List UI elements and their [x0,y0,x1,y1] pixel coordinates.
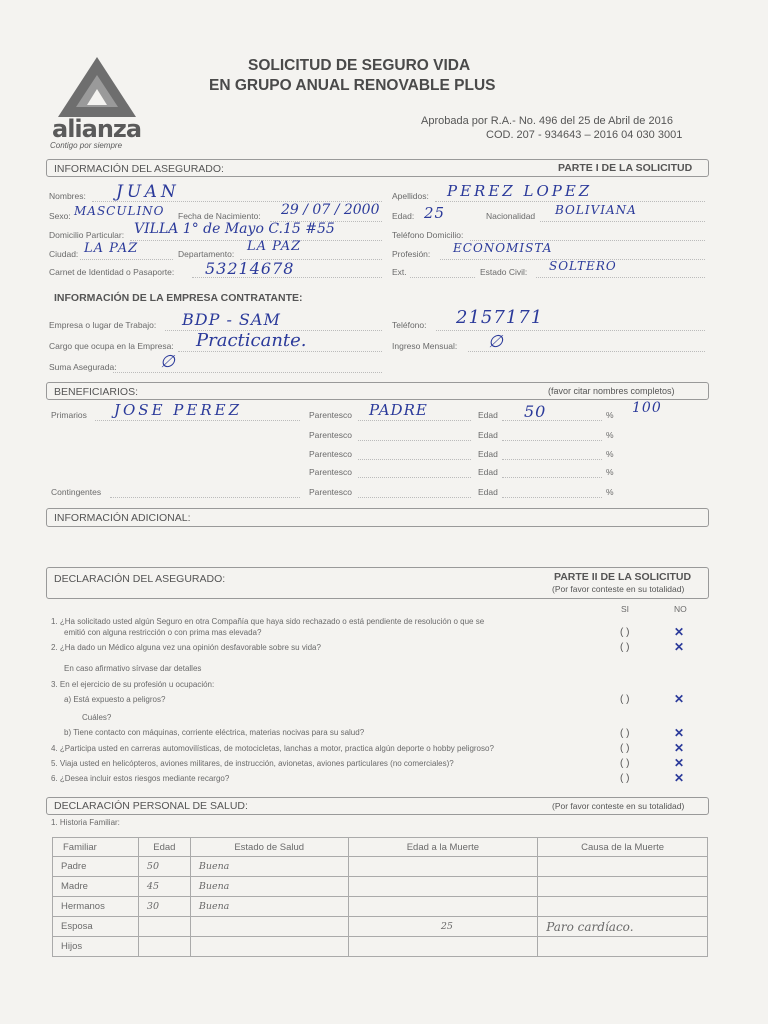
estado-civil-value[interactable]: SOLTERO [549,259,617,273]
row-edad-muerte[interactable] [348,897,538,917]
question-2-note: En caso afirmativo sírvase dar detalles [64,664,202,673]
empresa-label: Empresa o lugar de Trabajo: [49,320,157,330]
row-familiar: Padre [53,857,139,877]
row-edad[interactable]: 50 [138,857,190,877]
edad-label-3: Edad [478,449,498,459]
ext-label: Ext. [392,267,407,277]
primarios-label: Primarios [51,410,87,420]
ingreso-value[interactable]: ∅ [488,332,504,352]
company-section-title: INFORMACIÓN DE LA EMPRESA CONTRATANTE: [54,292,303,304]
col-causa: Causa de la Muerte [538,838,708,857]
telefono-value[interactable]: 2157171 [456,307,544,328]
row-edad-muerte[interactable] [348,937,538,957]
beneficiary-1-pct[interactable]: 100 [632,400,662,416]
row-familiar: Hermanos [53,897,139,917]
row-edad[interactable]: 30 [138,897,190,917]
question-3b: b) Tiene contacto con máquinas, corriente eléctrica, materias nocivas para su salud? [64,728,365,737]
sexo-value[interactable]: MASCULINO [74,204,165,218]
nacionalidad-label: Nacionalidad [486,211,536,221]
table-row [53,877,708,897]
row-causa[interactable] [538,877,708,897]
row-edad[interactable] [138,917,190,937]
edad-label: Edad: [392,211,415,221]
question-3-cuales: Cuáles? [82,713,112,722]
cargo-value[interactable]: Practicante. [196,330,307,351]
q6-no-mark[interactable]: ✕ [674,771,685,785]
row-estado[interactable]: Buena [190,857,348,877]
row-familiar: Esposa [53,917,139,937]
si-header: SI [621,604,630,614]
edad-label-4: Edad [478,467,498,477]
q5-no-mark[interactable]: ✕ [674,756,685,770]
tel-dom-label: Teléfono Domicilio: [392,230,464,240]
approval-text: Aprobada por R.A.- No. 496 del 25 de Abril de 2016 [421,115,673,127]
departamento-value[interactable]: LA PAZ [247,239,302,254]
edad-label-5: Edad [478,487,498,497]
declaration-section-title: DECLARACIÓN DEL ASEGURADO: [54,573,226,585]
q3a-no-mark[interactable]: ✕ [674,692,685,706]
fecha-label: Fecha de Nacimiento: [178,211,261,221]
parentesco-label-2: Parentesco [309,430,352,440]
form-title-line2: EN GRUPO ANUAL RENOVABLE PLUS [209,77,496,94]
question-5: 5. Viaja usted en helicópteros, aviones militares, de instrucción, avionetas, aviones particulares (no comerciales)? [51,759,454,768]
q1-no-mark[interactable]: ✕ [674,625,685,639]
pct-label-4: % [606,467,614,477]
ciudad-label: Ciudad: [49,249,79,259]
beneficiary-1-name[interactable]: JOSE PEREZ [114,401,243,419]
no-header: NO [674,604,687,614]
estado-civil-label: Estado Civil: [480,267,528,277]
question-6: 6. ¿Desea incluir estos riesgos mediante recargo? [51,774,230,783]
row-estado[interactable]: Buena [190,897,348,917]
pct-label-1: % [606,410,614,420]
question-3: 3. En el ejercicio de su profesión u ocupación: [51,680,215,689]
q3b-si-box[interactable]: ( ) [620,728,630,739]
q4-si-box[interactable]: ( ) [620,743,630,754]
profesion-value[interactable]: ECONOMISTA [453,241,553,255]
parentesco-label-3: Parentesco [309,449,352,459]
pct-label-3: % [606,449,614,459]
table-row [53,897,708,917]
apellidos-value[interactable]: PEREZ LOPEZ [447,182,593,200]
q5-si-box[interactable]: ( ) [620,758,630,769]
pct-label-2: % [606,430,614,440]
row-causa[interactable] [538,857,708,877]
table-row [53,937,708,957]
q3b-no-mark[interactable]: ✕ [674,726,685,740]
table-row [53,857,708,877]
row-familiar: Madre [53,877,139,897]
ingreso-label: Ingreso Mensual: [392,341,458,351]
col-estado: Estado de Salud [190,838,348,857]
beneficiaries-note: (favor citar nombres completos) [548,386,675,396]
suma-value[interactable]: ∅ [160,352,176,372]
insured-part-label: PARTE I DE LA SOLICITUD [558,162,693,174]
logo-tagline: Contigo por siempre [50,141,123,150]
question-1b: emitió con alguna restricción o con prima mas elevada? [64,628,262,637]
table-row [53,917,708,937]
logo-text: alianza [52,115,142,143]
contingentes-label: Contingentes [51,487,102,497]
row-estado[interactable]: Buena [190,877,348,897]
profesion-label: Profesión: [392,249,431,259]
parentesco-label-4: Parentesco [309,467,352,477]
q3a-si-box[interactable]: ( ) [620,694,630,705]
nombres-value[interactable]: JUAN [116,182,180,202]
row-estado[interactable] [190,937,348,957]
q1-si-box[interactable]: ( ) [620,627,630,638]
ciudad-value[interactable]: LA PAZ [84,241,139,256]
fecha-value[interactable]: 29 / 07 / 2000 [281,202,380,218]
declaration-note: (Por favor conteste en su totalidad) [552,584,685,594]
beneficiaries-section-title: BENEFICIARIOS: [54,386,139,398]
q2-no-mark[interactable]: ✕ [674,640,685,654]
family-history-table [52,837,708,957]
additional-section-title: INFORMACIÓN ADICIONAL: [54,512,191,524]
domicilio-value[interactable]: VILLA 1° de Mayo C.15 #55 [134,221,335,237]
beneficiary-1-parentesco[interactable]: PADRE [369,401,428,419]
q6-si-box[interactable]: ( ) [620,773,630,784]
parentesco-label-1: Parentesco [309,410,352,420]
cargo-label: Cargo que ocupa en la Empresa: [49,341,174,351]
row-edad[interactable]: 45 [138,877,190,897]
suma-label: Suma Asegurada: [49,362,117,372]
col-familiar: Familiar [53,838,139,857]
insured-section-title: INFORMACIÓN DEL ASEGURADO: [54,163,224,175]
departamento-label: Departamento: [178,249,235,259]
row-causa[interactable] [538,897,708,917]
col-edad: Edad [138,838,190,857]
health-section-title: DECLARACIÓN PERSONAL DE SALUD: [54,800,248,812]
declaration-part-label: PARTE II DE LA SOLICITUD [554,571,692,583]
beneficiary-1-edad[interactable]: 50 [524,402,547,421]
question-1a: 1. ¿Ha solicitado usted algún Seguro en otra Compañía que haya sido rechazado o está pendiente de resolución o que se [51,617,485,626]
col-edad-muerte: Edad a la Muerte [348,838,538,857]
question-3a: a) Está expuesto a peligros? [64,695,166,704]
row-familiar: Hijos [53,937,139,957]
q4-no-mark[interactable]: ✕ [674,741,685,755]
telefono-label: Teléfono: [392,320,427,330]
pct-label-5: % [606,487,614,497]
health-note: (Por favor conteste en su totalidad) [552,801,685,811]
row-causa[interactable]: Paro cardíaco. [538,917,708,937]
logo [50,55,145,150]
empresa-value[interactable]: BDP - SAM [182,310,281,329]
form-title-line1: SOLICITUD DE SEGURO VIDA [248,57,471,74]
row-edad-muerte[interactable] [348,857,538,877]
row-estado[interactable] [190,917,348,937]
carnet-value[interactable]: 53214678 [205,259,295,278]
sexo-label: Sexo: [49,211,71,221]
family-history-label: 1. Historia Familiar: [51,818,120,827]
row-edad-muerte[interactable] [348,877,538,897]
q2-si-box[interactable]: ( ) [620,642,630,653]
edad-label-1: Edad [478,410,498,420]
question-2: 2. ¿Ha dado un Médico alguna vez una opinión desfavorable sobre su vida? [51,643,321,652]
nacionalidad-value[interactable]: BOLIVIANA [555,203,637,217]
carnet-label: Carnet de Identidad o Pasaporte: [49,267,175,277]
nombres-label: Nombres: [49,191,86,201]
apellidos-label: Apellidos: [392,191,429,201]
row-edad[interactable] [138,937,190,957]
edad-value[interactable]: 25 [424,204,446,222]
row-causa[interactable] [538,937,708,957]
logo-mark-icon [50,55,145,120]
domicilio-label: Domicilio Particular: [49,230,125,240]
question-4: 4. ¿Participa usted en carreras automovilísticas, de motocicletas, lanchas a motor, practica algún deporte o hobby peligroso? [51,744,494,753]
code-text: COD. 207 - 934643 – 2016 04 030 3001 [486,129,683,141]
row-edad-muerte[interactable]: 25 [348,917,538,937]
parentesco-label-5: Parentesco [309,487,352,497]
edad-label-2: Edad [478,430,498,440]
